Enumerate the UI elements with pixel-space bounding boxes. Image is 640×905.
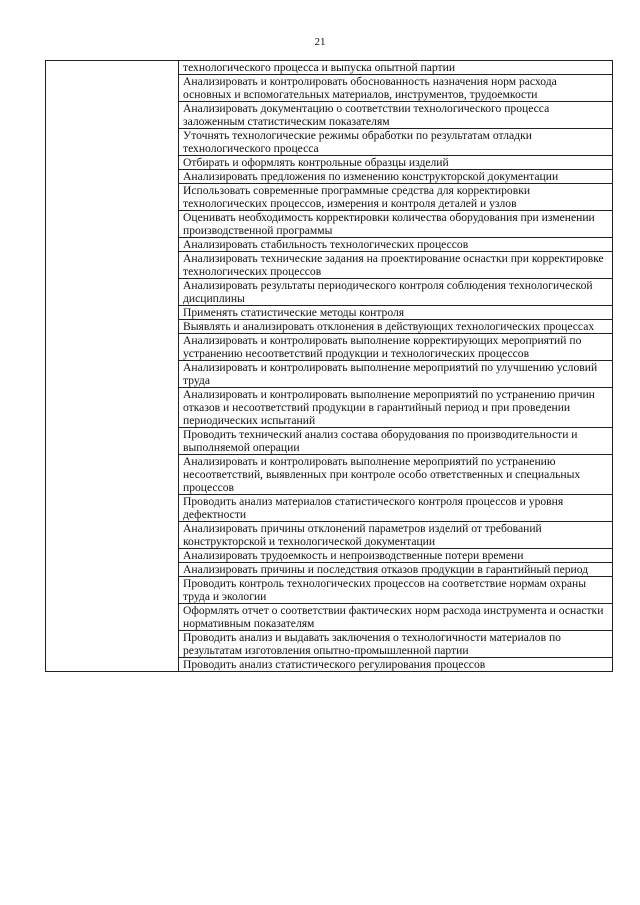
skill-text: Анализировать и контролировать выполнение мероприятий по улучшению условий труда: [179, 361, 613, 388]
skill-text: Анализировать причины отклонений параметров изделий от требований конструкторской и технологической документации: [179, 522, 613, 549]
skill-text: Анализировать результаты периодического контроля соблюдения технологической дисциплины: [179, 279, 613, 306]
table-row: [46, 61, 613, 75]
skill-text: технологического процесса и выпуска опытной партии: [179, 61, 613, 75]
skill-text: Оценивать необходимость корректировки количества оборудования при изменении производственной программы: [179, 211, 613, 238]
skill-text: Проводить анализ статистического регулирования процессов: [179, 658, 613, 672]
skill-text: Анализировать трудоемкость и непроизводственные потери времени: [179, 549, 613, 563]
skill-text: Анализировать и контролировать обоснованность назначения норм расхода основных и вспомогательных материалов, инструментов, трудоемкости: [179, 75, 613, 102]
empty-label-cell: [46, 61, 179, 672]
skill-text: Анализировать технические задания на проектирование оснастки при корректировке технологических процессов: [179, 252, 613, 279]
skill-text: Проводить технический анализ состава оборудования по производительности и выполняемой операции: [179, 428, 613, 455]
skill-text: Анализировать и контролировать выполнение корректирующих мероприятий по устранению несоответствий продукции и технологических процессов: [179, 334, 613, 361]
skill-text: Оформлять отчет о соответствии фактических норм расхода инструмента и оснастки нормативным показателям: [179, 604, 613, 631]
skill-text: Анализировать предложения по изменению конструкторской документации: [179, 170, 613, 184]
skill-text: Проводить анализ и выдавать заключения о технологичности материалов по результатам изготовления опытно-промышленной партии: [179, 631, 613, 658]
skill-text: Анализировать стабильность технологических процессов: [179, 238, 613, 252]
skill-text: Проводить контроль технологических процессов на соответствие нормам охраны труда и экологии: [179, 577, 613, 604]
skill-text: Применять статистические методы контроля: [179, 306, 613, 320]
skill-text: Выявлять и анализировать отклонения в действующих технологических процессах: [179, 320, 613, 334]
skill-text: Анализировать и контролировать выполнение мероприятий по устранению причин отказов и несоответствий продукции в гарантийный период и при проведении периодических испытаний: [179, 388, 613, 428]
table-body: [46, 61, 613, 672]
skill-text: Уточнять технологические режимы обработки по результатам отладки технологического процесса: [179, 129, 613, 156]
skill-text: Анализировать документацию о соответствии технологического процесса заложенным статистическим показателям: [179, 102, 613, 129]
skill-text: Отбирать и оформлять контрольные образцы изделий: [179, 156, 613, 170]
skill-text: Использовать современные программные средства для корректировки технологических процессов, измерения и контроля деталей и узлов: [179, 184, 613, 211]
skill-text: Анализировать причины и последствия отказов продукции в гарантийный период: [179, 563, 613, 577]
skill-text: Проводить анализ материалов статистического контроля процессов и уровня дефектности: [179, 495, 613, 522]
page-number: 21: [314, 36, 326, 48]
skills-table: [45, 60, 613, 672]
skill-text: Анализировать и контролировать выполнение мероприятий по устранению несоответствий, выявленных при контроле особо ответственных и специальных процессов: [179, 455, 613, 495]
